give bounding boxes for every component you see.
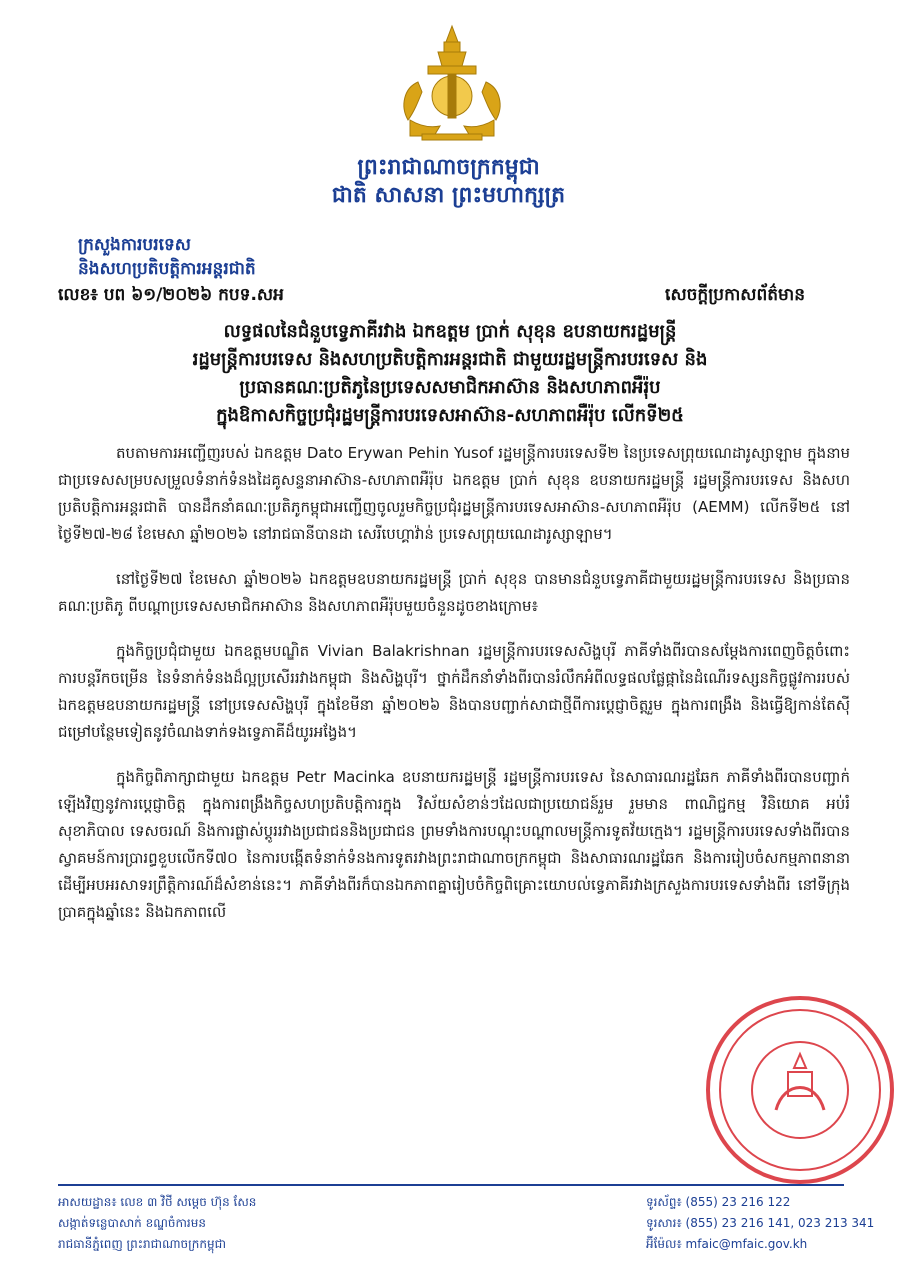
- body-paragraph: ក្នុងកិច្ចពិភាក្សាជាមួយ ឯកឧត្តម Petr Macinka ឧបនាយករដ្ឋមន្ត្រី រដ្ឋមន្ត្រីការបរទេស នៃសាធារណរដ្ឋឆែក ភាគីទាំងពីរបានបញ្ជាក់ឡើងវិញនូវការប្តេជ្ញាចិត្ត ក្នុងការពង្រឹងកិច្ចសហប្រតិបត្តិការក្នុង វិស័យសំខាន់ៗដែលជាប្រយោជន៍រួម រួមមាន ពាណិជ្ជកម្ម វិនិយោគ អប់រំ សុខាភិបាល ទេសចរណ៍ និងការផ្លាស់ប្តូររវាងប្រជាជននិងប្រជាជន ព្រមទាំងការបណ្តុះបណ្តាលមន្ត្រីការទូតវ័យក្មេង។ រដ្ឋមន្ត្រីការបរទេសទាំងពីរបានស្វាគមន៍ការប្រារព្ធខួបលើកទី៧០ នៃការបង្កើតទំនាក់ទំនងការទូតរវាងព្រះរាជាណាចក្រកម្ពុជា និងសាធារណរដ្ឋឆែក និងការរៀបចំសកម្មភាពនានា ដើម្បីអបអរសាទរព្រឹត្តិការណ៍ដ៏សំខាន់នេះ។ ភាគីទាំងពីរក៏បានឯកភាពគ្នារៀបចំកិច្ចពិគ្រោះយោបល់ទ្វេភាគីរវាងក្រសួងការបរទេសទាំងពីរ នៅទីក្រុងប្រាគក្នុងឆ្នាំនេះ និងឯកភាពលើ: [58, 768, 850, 921]
- ministry-name-line1: ក្រសួងការបរទេស: [78, 235, 191, 255]
- headline-line: ក្នុងឱកាសកិច្ចប្រជុំរដ្ឋមន្ត្រីការបរទេសអាស៊ាន-សហភាពអឺរ៉ុប លើកទី២៥: [216, 405, 684, 426]
- reference-number: លេខ៖ បព ៦១/២០២៦ កបទ.សអ: [58, 285, 284, 305]
- headline-line: រដ្ឋមន្ត្រីការបរទេស និងសហប្រតិបត្តិការអន្តរជាតិ ជាមួយរដ្ឋមន្ត្រីការបរទេស និង: [192, 349, 708, 370]
- footer-contacts: [646, 1192, 874, 1255]
- footer-divider: [58, 1184, 844, 1186]
- headline: [50, 318, 850, 430]
- headline-line: លទ្ធផលនៃជំនួបទ្វេភាគីរវាង ឯកឧត្តម ប្រាក់ សុខុន ឧបនាយករដ្ឋមន្ត្រី: [223, 321, 677, 342]
- document-type: សេចក្តីប្រកាសព័ត៌មាន: [665, 285, 805, 305]
- kingdom-name: ព្រះរាជាណាចក្រកម្ពុជា: [357, 155, 540, 180]
- body-text: [58, 440, 850, 944]
- body-paragraph: នៅថ្ងៃទី២៧ ខែមេសា ឆ្នាំ២០២៦ ឯកឧត្តមឧបនាយករដ្ឋមន្ត្រី ប្រាក់ សុខុន បានមានជំនួបទ្វេភាគីជាមួយរដ្ឋមន្ត្រីការបរទេស និងប្រធានគណៈប្រតិភូ ពីបណ្តាប្រទេសសមាជិកអាស៊ាន និងសហភាពអឺរ៉ុបមួយចំនួនដូចខាងក្រោម៖: [58, 570, 850, 615]
- national-motto: ជាតិ សាសនា ព្រះមហាក្សត្រ: [331, 183, 566, 208]
- footer-address: [58, 1192, 256, 1255]
- body-paragraph: ក្នុងកិច្ចប្រជុំជាមួយ ឯកឧត្តមបណ្ឌិត Vivian Balakrishnan រដ្ឋមន្ត្រីការបរទេសសិង្ហបុរី ភាគីទាំងពីរបានសម្តែងការពេញចិត្តចំពោះការបន្តរីកចម្រើន នៃទំនាក់ទំនងដ៏ល្អប្រសើររវាងកម្ពុជា និងសិង្ហបុរី។ ថ្នាក់ដឹកនាំទាំងពីរបានរំលឹកអំពីលទ្ធផលផ្លែផ្កានៃដំណើរទស្សនកិច្ចផ្លូវការរបស់ឯកឧត្តមឧបនាយករដ្ឋមន្ត្រី នៅប្រទេសសិង្ហបុរី ក្នុងខែមីនា ឆ្នាំ២០២៦ និងបានបញ្ជាក់សាជាថ្មីពីការប្តេជ្ញាចិត្តរួម ក្នុងការពង្រឹង និងធ្វើឱ្យកាន់តែស៊ីជម្រៅបន្ថែមទៀតនូវចំណងទាក់ទងទ្វេភាគីដ៏យូរអង្វែង។: [58, 642, 850, 741]
- email-address: អ៊ីម៉ែល៖ mfaic@mfaic.gov.kh: [646, 1237, 808, 1251]
- ministry-name-line2: និងសហប្រតិបត្តិការអន្តរជាតិ: [78, 259, 256, 279]
- address-line: សង្កាត់ទន្លេបាសាក់ ខណ្ឌចំការមន: [58, 1216, 206, 1230]
- royal-coat-of-arms-icon: [388, 22, 516, 150]
- official-seal-icon: [700, 990, 897, 1190]
- address-line: អាសយដ្ឋាន៖ លេខ ៣ វិថី សម្តេច ហ៊ុន សែន: [58, 1195, 257, 1209]
- phone-number: ទូរស័ព្ទ៖ (855) 23 216 122: [646, 1195, 791, 1209]
- fax-number: ទូរសារ៖ (855) 23 216 141, 023 213 341: [646, 1216, 875, 1230]
- address-line: រាជធានីភ្នំពេញ ព្រះរាជាណាចក្រកម្ពុជា: [58, 1237, 226, 1251]
- body-paragraph: តបតាមការអញ្ជើញរបស់ ឯកឧត្តម Dato Erywan Pehin Yusof រដ្ឋមន្ត្រីការបរទេសទី២ នៃប្រទេសព្រុយណេដារូស្សាឡាម ក្នុងនាមជាប្រទេសសម្របសម្រួលទំនាក់ទំនងដៃគូសន្ទនាអាស៊ាន-សហភាពអឺរ៉ុប ឯកឧត្តម ប្រាក់ សុខុន ឧបនាយករដ្ឋមន្ត្រី រដ្ឋមន្ត្រីការបរទេស និងសហប្រតិបត្តិការអន្តរជាតិ បានដឹកនាំគណៈប្រតិភូកម្ពុជាអញ្ជើញចូលរួមកិច្ចប្រជុំរដ្ឋមន្ត្រីការបរទេសអាស៊ាន-សហភាពអឺរ៉ុប (AEMM) លើកទី២៥ នៅថ្ងៃទី២៧-២៨ ខែមេសា ឆ្នាំ២០២៦ នៅរាជធានីបានដា សេរីបេហ្គាវ៉ាន់ ប្រទេសព្រុយណេដារូស្សាឡាម។: [58, 444, 850, 543]
- headline-line: ប្រធានគណៈប្រតិភូនៃប្រទេសសមាជិកអាស៊ាន និងសហភាពអឺរ៉ុប: [239, 377, 661, 398]
